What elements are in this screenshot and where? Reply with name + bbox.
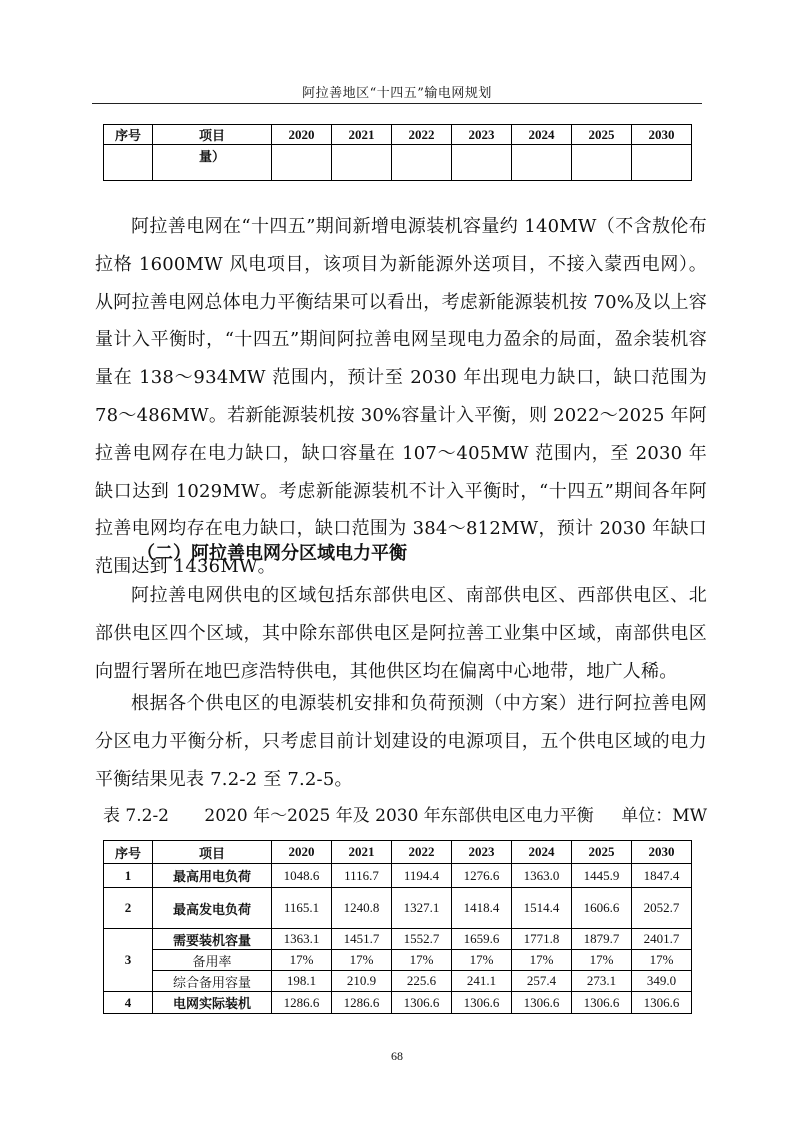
header-year: 2021 bbox=[332, 125, 392, 145]
page-number: 68 bbox=[391, 1049, 403, 1063]
cell-item: 电网实际装机 bbox=[153, 992, 272, 1014]
header-year: 2030 bbox=[632, 841, 692, 864]
paragraph-analysis-method: 根据各个供电区的电源装机安排和负荷预测（中方案）进行阿拉善电网分区电力平衡分析，只考虑目前计划建设的电源项目，五个供电区域的电力平衡结果见表 7.2-2 至 7.2-5。 bbox=[95, 693, 707, 790]
cell-seq: 2 bbox=[104, 888, 153, 929]
header-year: 2025 bbox=[572, 841, 632, 864]
cell-value bbox=[272, 145, 332, 181]
cell-value: 17% bbox=[632, 950, 692, 971]
cell-value: 349.0 bbox=[632, 971, 692, 992]
table-row bbox=[104, 888, 692, 929]
cell-value: 1847.4 bbox=[632, 864, 692, 888]
header-year: 2020 bbox=[272, 841, 332, 864]
header-year: 2024 bbox=[512, 841, 572, 864]
table-row bbox=[104, 992, 692, 1014]
header-year: 2030 bbox=[632, 125, 692, 145]
cell-item: 综合备用容量 bbox=[153, 971, 272, 992]
header-item: 项目 bbox=[153, 841, 272, 864]
cell-value: 1276.6 bbox=[452, 864, 512, 888]
cell-seq: 1 bbox=[104, 864, 153, 888]
cell-value: 1445.9 bbox=[572, 864, 632, 888]
cell-item: 最高用电负荷 bbox=[153, 864, 272, 888]
header-seq: 序号 bbox=[104, 841, 153, 864]
caption-unit: 单位：MW bbox=[621, 806, 708, 826]
cell-value: 241.1 bbox=[452, 971, 512, 992]
cell-value bbox=[452, 145, 512, 181]
cell-value: 2052.7 bbox=[632, 888, 692, 929]
cell-item: 最高发电负荷 bbox=[153, 888, 272, 929]
cell-value: 1165.1 bbox=[272, 888, 332, 929]
cell-value: 1606.6 bbox=[572, 888, 632, 929]
table-row bbox=[104, 145, 692, 181]
cell-value: 1306.6 bbox=[512, 992, 572, 1014]
cell-value: 1363.1 bbox=[272, 929, 332, 950]
cell-value: 1659.6 bbox=[452, 929, 512, 950]
cell-value: 1240.8 bbox=[332, 888, 392, 929]
header-year: 2024 bbox=[512, 125, 572, 145]
table-header-row bbox=[104, 841, 692, 864]
header-year: 2020 bbox=[272, 125, 332, 145]
header-year: 2023 bbox=[452, 125, 512, 145]
table-row bbox=[104, 864, 692, 888]
cell-value: 2401.7 bbox=[632, 929, 692, 950]
cell-value: 17% bbox=[272, 950, 332, 971]
cell-value: 1286.6 bbox=[272, 992, 332, 1014]
cell-value: 1879.7 bbox=[572, 929, 632, 950]
cell-value: 1306.6 bbox=[452, 992, 512, 1014]
east-region-balance-table bbox=[103, 840, 692, 1014]
paragraph-supply-regions: 阿拉善电网供电的区域包括东部供电区、南部供电区、西部供电区、北部供电区四个区域，其中除东部供电区是阿拉善工业集中区域，南部供电区向盟行署所在地巴彦浩特供电，其他供区均在偏离中心地带，地广人稀。 bbox=[95, 585, 707, 682]
cell-value: 1552.7 bbox=[392, 929, 452, 950]
paragraph-overall-balance: 阿拉善电网在“十四五”期间新增电源装机容量约 140MW（不含敖伦布拉格 1600MW 风电项目，该项目为新能源外送项目，不接入蒙西电网）。从阿拉善电网总体电力平衡结果可以看出，考虑新能源装机按 70%及以上容量计入平衡时，“十四五”期间阿拉善电网呈现电力盈余的局面，盈余装机容量在 138～934MW 范围内，预计至 2030 年出现电力缺口，缺口范围为 78～486MW。若新能源装机按 30%容量计入平衡，则 2022～2025 年阿拉善电网存在电力缺口，缺口容量在 107～405MW 范围内，至 2030 年缺口达到 1029MW。考虑新能源装机不计入平衡时，“十四五”期间各年阿拉善电网均存在电力缺口，缺口范围为 384～812MW，预计 2030 年缺口范围达到 1436MW。 bbox=[95, 216, 707, 578]
cell-value: 17% bbox=[452, 950, 512, 971]
table-row bbox=[104, 950, 692, 971]
cell-value: 1048.6 bbox=[272, 864, 332, 888]
caption-title: 2020 年～2025 年及 2030 年东部供电区电力平衡 bbox=[204, 806, 594, 826]
cell-value: 1514.4 bbox=[512, 888, 572, 929]
cell-value: 198.1 bbox=[272, 971, 332, 992]
header-year: 2022 bbox=[392, 841, 452, 864]
cell-value: 17% bbox=[512, 950, 572, 971]
table-header-row bbox=[104, 125, 692, 145]
cell-value bbox=[572, 145, 632, 181]
running-header: 阿拉善地区“十四五”输电网规划 bbox=[302, 86, 492, 101]
cell-value: 257.4 bbox=[512, 971, 572, 992]
cell-value: 1116.7 bbox=[332, 864, 392, 888]
cell-value: 273.1 bbox=[572, 971, 632, 992]
table-row bbox=[104, 929, 692, 950]
cell-value: 1327.1 bbox=[392, 888, 452, 929]
header-year: 2021 bbox=[332, 841, 392, 864]
caption-number: 表 7.2-2 bbox=[103, 806, 169, 826]
cell-item: 量） bbox=[153, 145, 272, 181]
cell-value bbox=[512, 145, 572, 181]
cell-seq: 3 bbox=[104, 929, 153, 992]
cell-value: 1194.4 bbox=[392, 864, 452, 888]
cell-value: 1418.4 bbox=[452, 888, 512, 929]
continued-table bbox=[103, 124, 692, 181]
cell-item: 需要装机容量 bbox=[153, 929, 272, 950]
header-item: 项目 bbox=[153, 125, 272, 145]
cell-value: 17% bbox=[332, 950, 392, 971]
table-caption bbox=[103, 801, 708, 826]
section-heading: （二）阿拉善电网分区域电力平衡 bbox=[137, 543, 407, 564]
cell-value bbox=[392, 145, 452, 181]
header-year: 2023 bbox=[452, 841, 512, 864]
cell-value: 1286.6 bbox=[332, 992, 392, 1014]
cell-value: 17% bbox=[392, 950, 452, 971]
cell-seq: 4 bbox=[104, 992, 153, 1014]
cell-value: 1771.8 bbox=[512, 929, 572, 950]
header-year: 2022 bbox=[392, 125, 452, 145]
cell-value: 17% bbox=[572, 950, 632, 971]
cell-value: 1306.6 bbox=[572, 992, 632, 1014]
cell-value: 1306.6 bbox=[632, 992, 692, 1014]
cell-item: 备用率 bbox=[153, 950, 272, 971]
cell-value: 225.6 bbox=[392, 971, 452, 992]
cell-value: 1363.0 bbox=[512, 864, 572, 888]
cell-value bbox=[632, 145, 692, 181]
header-year: 2025 bbox=[572, 125, 632, 145]
cell-seq bbox=[104, 145, 153, 181]
cell-value bbox=[332, 145, 392, 181]
cell-value: 1451.7 bbox=[332, 929, 392, 950]
header-rule bbox=[92, 103, 702, 104]
cell-value: 210.9 bbox=[332, 971, 392, 992]
cell-value: 1306.6 bbox=[392, 992, 452, 1014]
header-seq: 序号 bbox=[104, 125, 153, 145]
table-row bbox=[104, 971, 692, 992]
